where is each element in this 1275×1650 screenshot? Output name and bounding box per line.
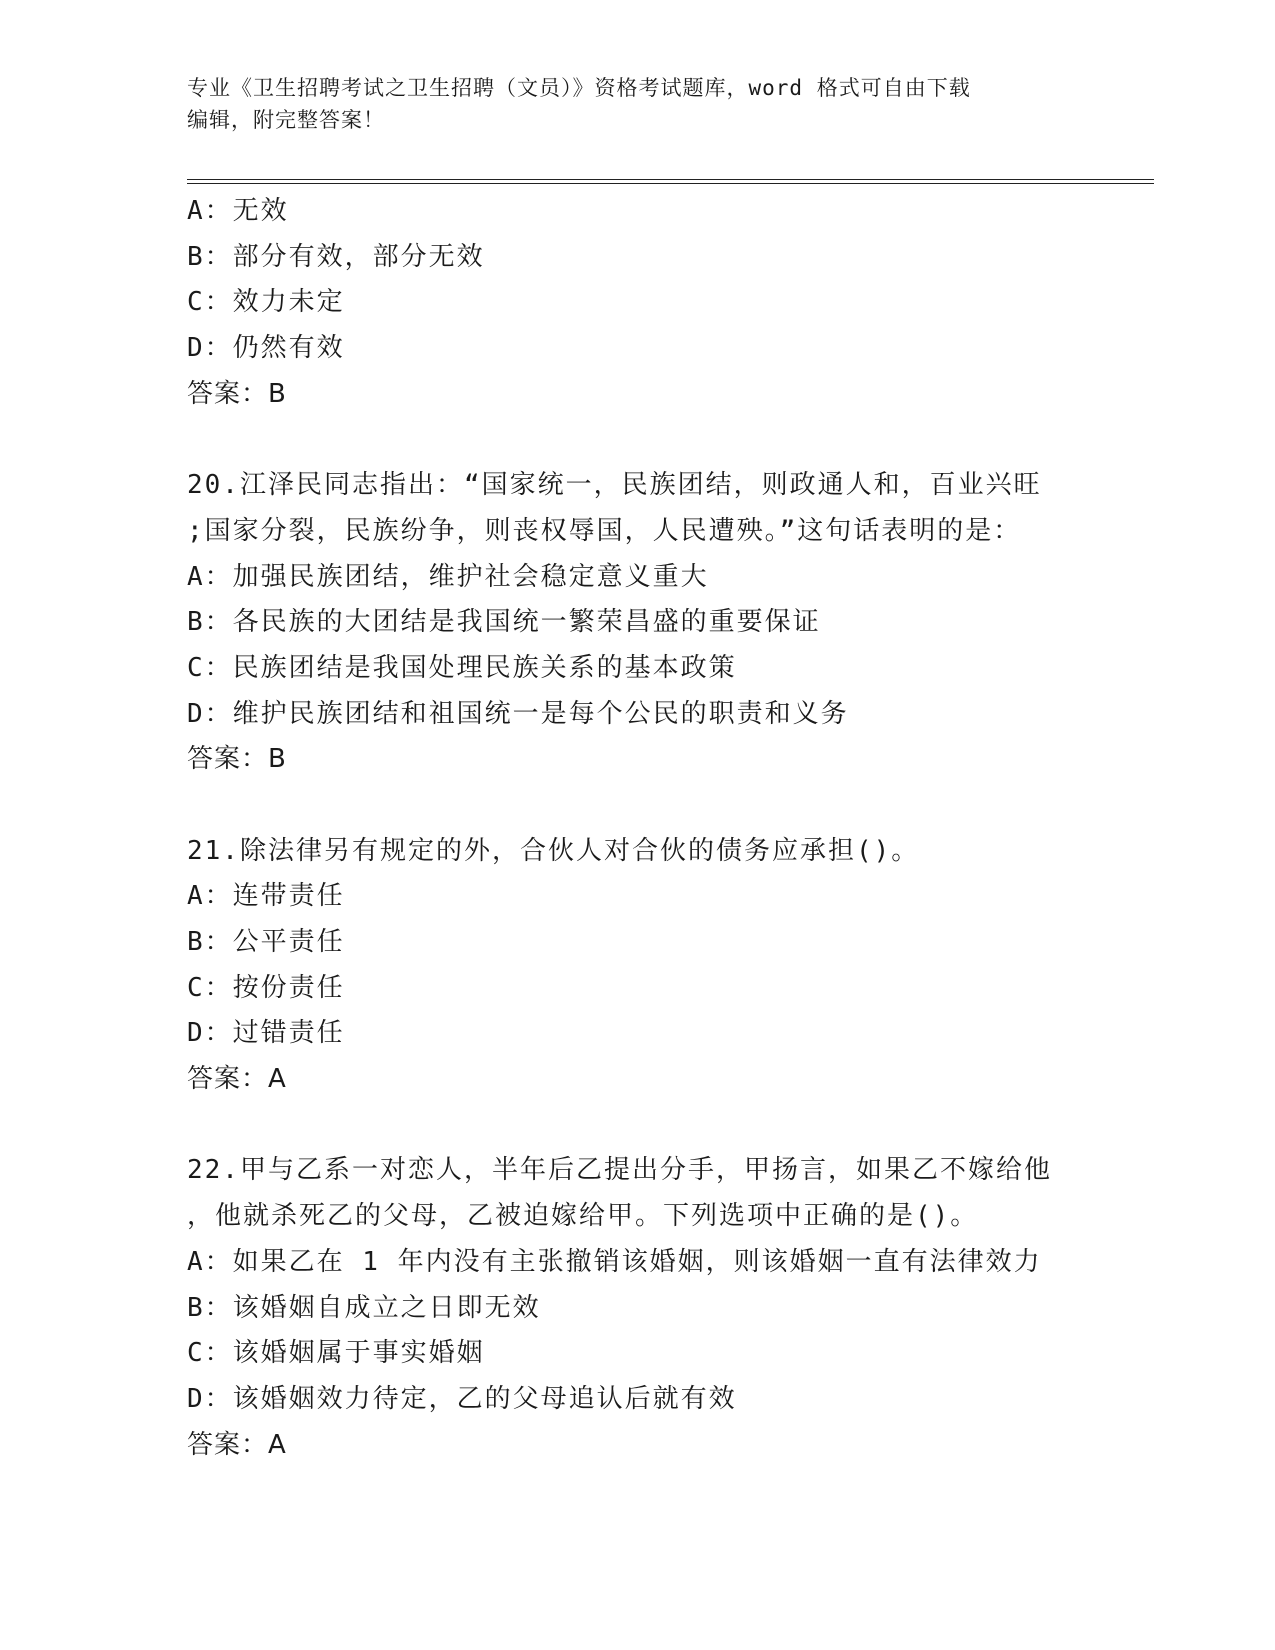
option-b: B：该婚姻自成立之日即无效	[187, 1292, 541, 1323]
question-stem: 21.除法律另有规定的外，合伙人对合伙的债务应承担()。	[187, 835, 920, 866]
answer: 答案：B	[187, 378, 287, 409]
option-a: A：如果乙在 1 年内没有主张撤销该婚姻，则该婚姻一直有法律效力	[187, 1246, 1042, 1277]
header-line-2: 编辑，附完整答案！	[187, 108, 385, 132]
option-c: C：按份责任	[187, 972, 345, 1003]
option-a: A：加强民族团结，维护社会稳定意义重大	[187, 561, 709, 592]
question-21	[187, 829, 1167, 1103]
option-d: D：该婚姻效力待定，乙的父母追认后就有效	[187, 1383, 737, 1414]
question-stem: 22.甲与乙系一对恋人，半年后乙提出分手，甲扬言，如果乙不嫁给他	[187, 1155, 1052, 1186]
option-c: C：民族团结是我国处理民族关系的基本政策	[187, 652, 737, 683]
option-b: B：各民族的大团结是我国统一繁荣昌盛的重要保证	[187, 607, 821, 638]
answer: 答案：A	[187, 1429, 287, 1460]
option-d: D：维护民族团结和祖国统一是每个公民的职责和义务	[187, 698, 849, 729]
option-b: B：公平责任	[187, 927, 345, 957]
spacer	[187, 783, 1167, 829]
option-a: A：无效	[187, 196, 289, 226]
option-a: A：连带责任	[187, 881, 345, 912]
header-divider-top	[187, 179, 1154, 180]
question-stem: ，他就杀死乙的父母，乙被迫嫁给甲。下列选项中正确的是()。	[187, 1201, 979, 1232]
option-b: B：部分有效，部分无效	[187, 241, 485, 272]
option-c: C：该婚姻属于事实婚姻	[187, 1338, 485, 1369]
question-stem: ;国家分裂，民族纷争，则丧权辱国，人民遭殃。”这句话表明的是：	[187, 515, 1022, 546]
spacer	[187, 417, 1167, 463]
option-c: C：效力未定	[187, 287, 345, 318]
question-list	[187, 189, 1167, 1468]
question-22	[187, 1148, 1167, 1468]
option-d: D：仍然有效	[187, 333, 345, 364]
header-line-1: 专业《卫生招聘考试之卫生招聘（文员）》资格考试题库，word 格式可自由下载	[187, 76, 971, 100]
spacer	[187, 1103, 1167, 1149]
option-d: D：过错责任	[187, 1018, 345, 1049]
document-header	[187, 72, 1087, 136]
question-20	[187, 463, 1167, 783]
answer: 答案：A	[187, 1064, 287, 1095]
question-19	[187, 189, 1167, 417]
question-stem: 20.江泽民同志指出：“国家统一，民族团结，则政通人和，百业兴旺	[187, 470, 1042, 501]
answer: 答案：B	[187, 744, 287, 775]
header-divider-bottom	[187, 183, 1154, 184]
